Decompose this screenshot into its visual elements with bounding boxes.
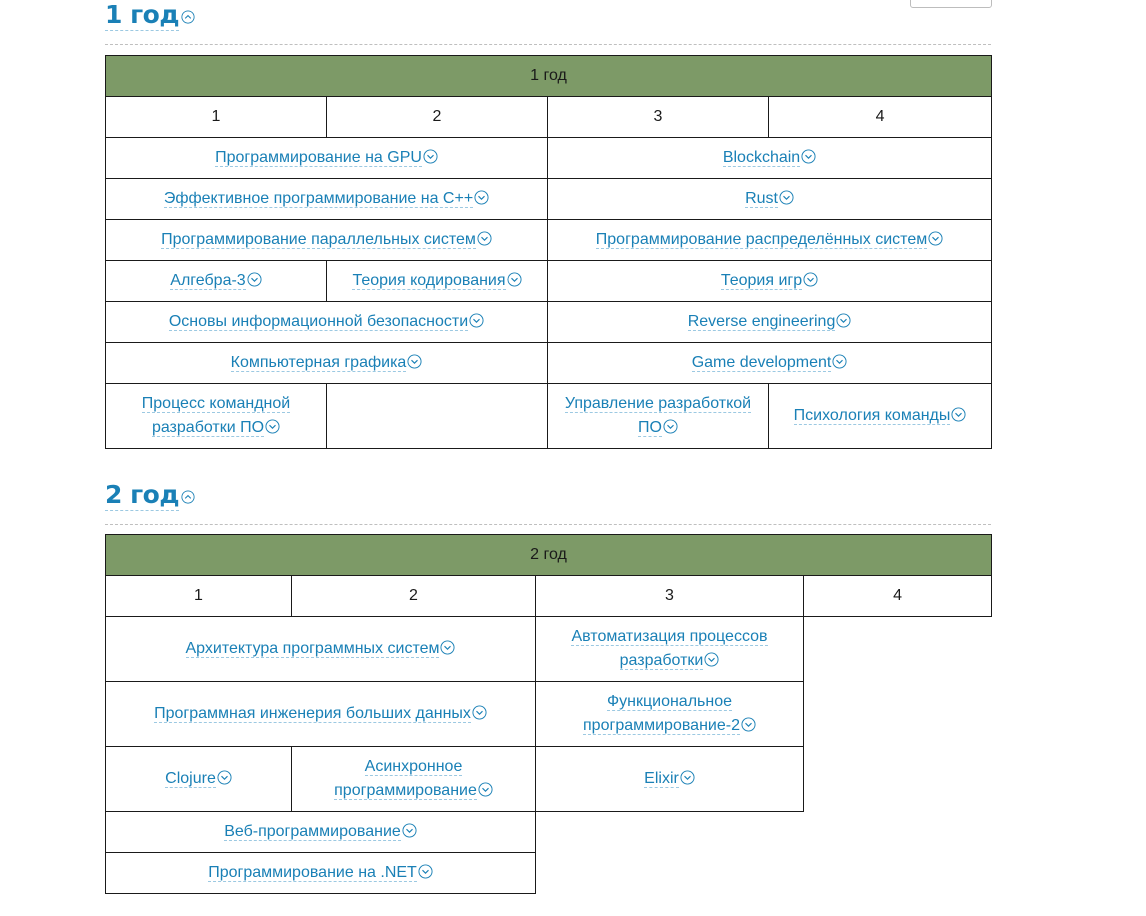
empty-cell [804,617,992,682]
empty-cell [804,853,992,894]
course-cell [106,747,292,812]
course-cell [536,617,804,682]
top-button[interactable] [910,0,992,8]
course-reverse-link[interactable]: Reverse engineering [687,313,836,330]
empty-cell [804,747,992,812]
course-cell [106,302,548,343]
chevron-down-circle-icon[interactable] [801,149,816,164]
course-cell [548,302,992,343]
course-bigdata-link[interactable]: Программная инженерия больших данных [154,705,471,722]
course-cell [548,138,992,179]
course-parallel-link[interactable]: Программирование параллельных систем [161,231,476,248]
blank-course-cell [327,384,548,449]
course-graphics-link[interactable]: Компьютерная графика [230,354,407,371]
course-elixir-link[interactable]: Elixir [644,770,679,787]
course-cell [106,384,327,449]
course-coding-theory-link[interactable]: Теория кодирования [352,272,506,289]
course-blockchain-link[interactable]: Blockchain [722,149,801,166]
course-distributed-link[interactable]: Программирование распределённых систем [595,231,928,248]
chevron-down-circle-icon[interactable] [247,272,262,287]
course-cell [548,220,992,261]
chevron-down-circle-icon[interactable] [832,354,847,369]
course-gpu-link[interactable]: Программирование на GPU [215,149,422,166]
year-2-heading[interactable] [105,480,195,510]
course-clojure-link[interactable]: Clojure [165,770,216,787]
year-2-heading-text[interactable]: 2 год [105,480,180,509]
course-async-link[interactable]: Асинхронное программирование [334,758,477,799]
course-cell [106,853,536,894]
year-2-table [105,534,992,894]
course-team-process-link[interactable]: Процесс командной разработки ПО [141,395,291,436]
chevron-down-circle-icon[interactable] [803,272,818,287]
chevron-down-circle-icon[interactable] [680,770,695,785]
course-cell [106,220,548,261]
chevron-up-circle-icon[interactable] [181,490,195,504]
chevron-down-circle-icon[interactable] [477,231,492,246]
semester-2-header: 2 [327,97,548,138]
year-1-table-title: 1 год [106,56,992,97]
year-1-divider [105,44,991,45]
semester-4-header: 4 [769,97,992,138]
semester-3-header: 3 [548,97,769,138]
course-cell [548,179,992,220]
course-dev-management-link[interactable]: Управление разработкой ПО [564,395,752,436]
course-cell [106,682,536,747]
year-1-heading-text[interactable]: 1 год [105,0,180,29]
empty-cell [536,853,804,894]
chevron-down-circle-icon[interactable] [418,864,433,879]
chevron-down-circle-icon[interactable] [265,419,280,434]
course-cell [106,261,327,302]
course-web-link[interactable]: Веб-программирование [224,823,401,840]
semester-1-header: 1 [106,97,327,138]
year-2-divider [105,524,991,525]
course-cell [292,747,536,812]
chevron-down-circle-icon[interactable] [407,354,422,369]
course-cell [106,617,536,682]
course-functional2-link[interactable]: Функциональное программирование-2 [583,693,740,734]
year-1-table [105,55,992,449]
course-architecture-link[interactable]: Архитектура программных систем [185,640,440,657]
semester-3-header: 3 [536,576,804,617]
chevron-down-circle-icon[interactable] [928,231,943,246]
course-rust-link[interactable]: Rust [745,190,778,207]
course-gamedev-link[interactable]: Game development [691,354,832,371]
chevron-down-circle-icon[interactable] [440,640,455,655]
chevron-down-circle-icon[interactable] [402,823,417,838]
course-game-theory-link[interactable]: Теория игр [720,272,803,289]
course-cell [106,138,548,179]
year-1-heading[interactable] [105,0,195,30]
course-automation-link[interactable]: Автоматизация процессов разработки [571,628,768,669]
course-cell [106,812,536,853]
semester-1-header: 1 [106,576,292,617]
chevron-down-circle-icon[interactable] [423,149,438,164]
course-dotnet-link[interactable]: Программирование на .NET [208,864,417,881]
course-cell [548,384,769,449]
chevron-down-circle-icon[interactable] [469,313,484,328]
course-cell [327,261,548,302]
chevron-down-circle-icon[interactable] [663,419,678,434]
course-cell [548,261,992,302]
course-cell [536,682,804,747]
semester-4-header: 4 [804,576,992,617]
chevron-down-circle-icon[interactable] [474,190,489,205]
chevron-down-circle-icon[interactable] [217,770,232,785]
course-algebra3-link[interactable]: Алгебра-3 [170,272,246,289]
empty-cell [536,812,804,853]
course-cell [548,343,992,384]
chevron-down-circle-icon[interactable] [472,705,487,720]
course-cell [106,179,548,220]
chevron-down-circle-icon[interactable] [779,190,794,205]
empty-cell [804,812,992,853]
course-cell [769,384,992,449]
course-cell [536,747,804,812]
year-2-table-title: 2 год [106,535,992,576]
chevron-down-circle-icon[interactable] [836,313,851,328]
chevron-down-circle-icon[interactable] [704,652,719,667]
course-team-psychology-link[interactable]: Психология команды [793,407,951,424]
course-cell [106,343,548,384]
chevron-up-circle-icon[interactable] [181,10,195,24]
chevron-down-circle-icon[interactable] [741,717,756,732]
semester-2-header: 2 [292,576,536,617]
chevron-down-circle-icon[interactable] [478,782,493,797]
chevron-down-circle-icon[interactable] [951,407,966,422]
chevron-down-circle-icon[interactable] [507,272,522,287]
course-infosec-link[interactable]: Основы информационной безопасности [168,313,469,330]
empty-cell [804,682,992,747]
course-cpp-link[interactable]: Эффективное программирование на C++ [163,190,474,207]
